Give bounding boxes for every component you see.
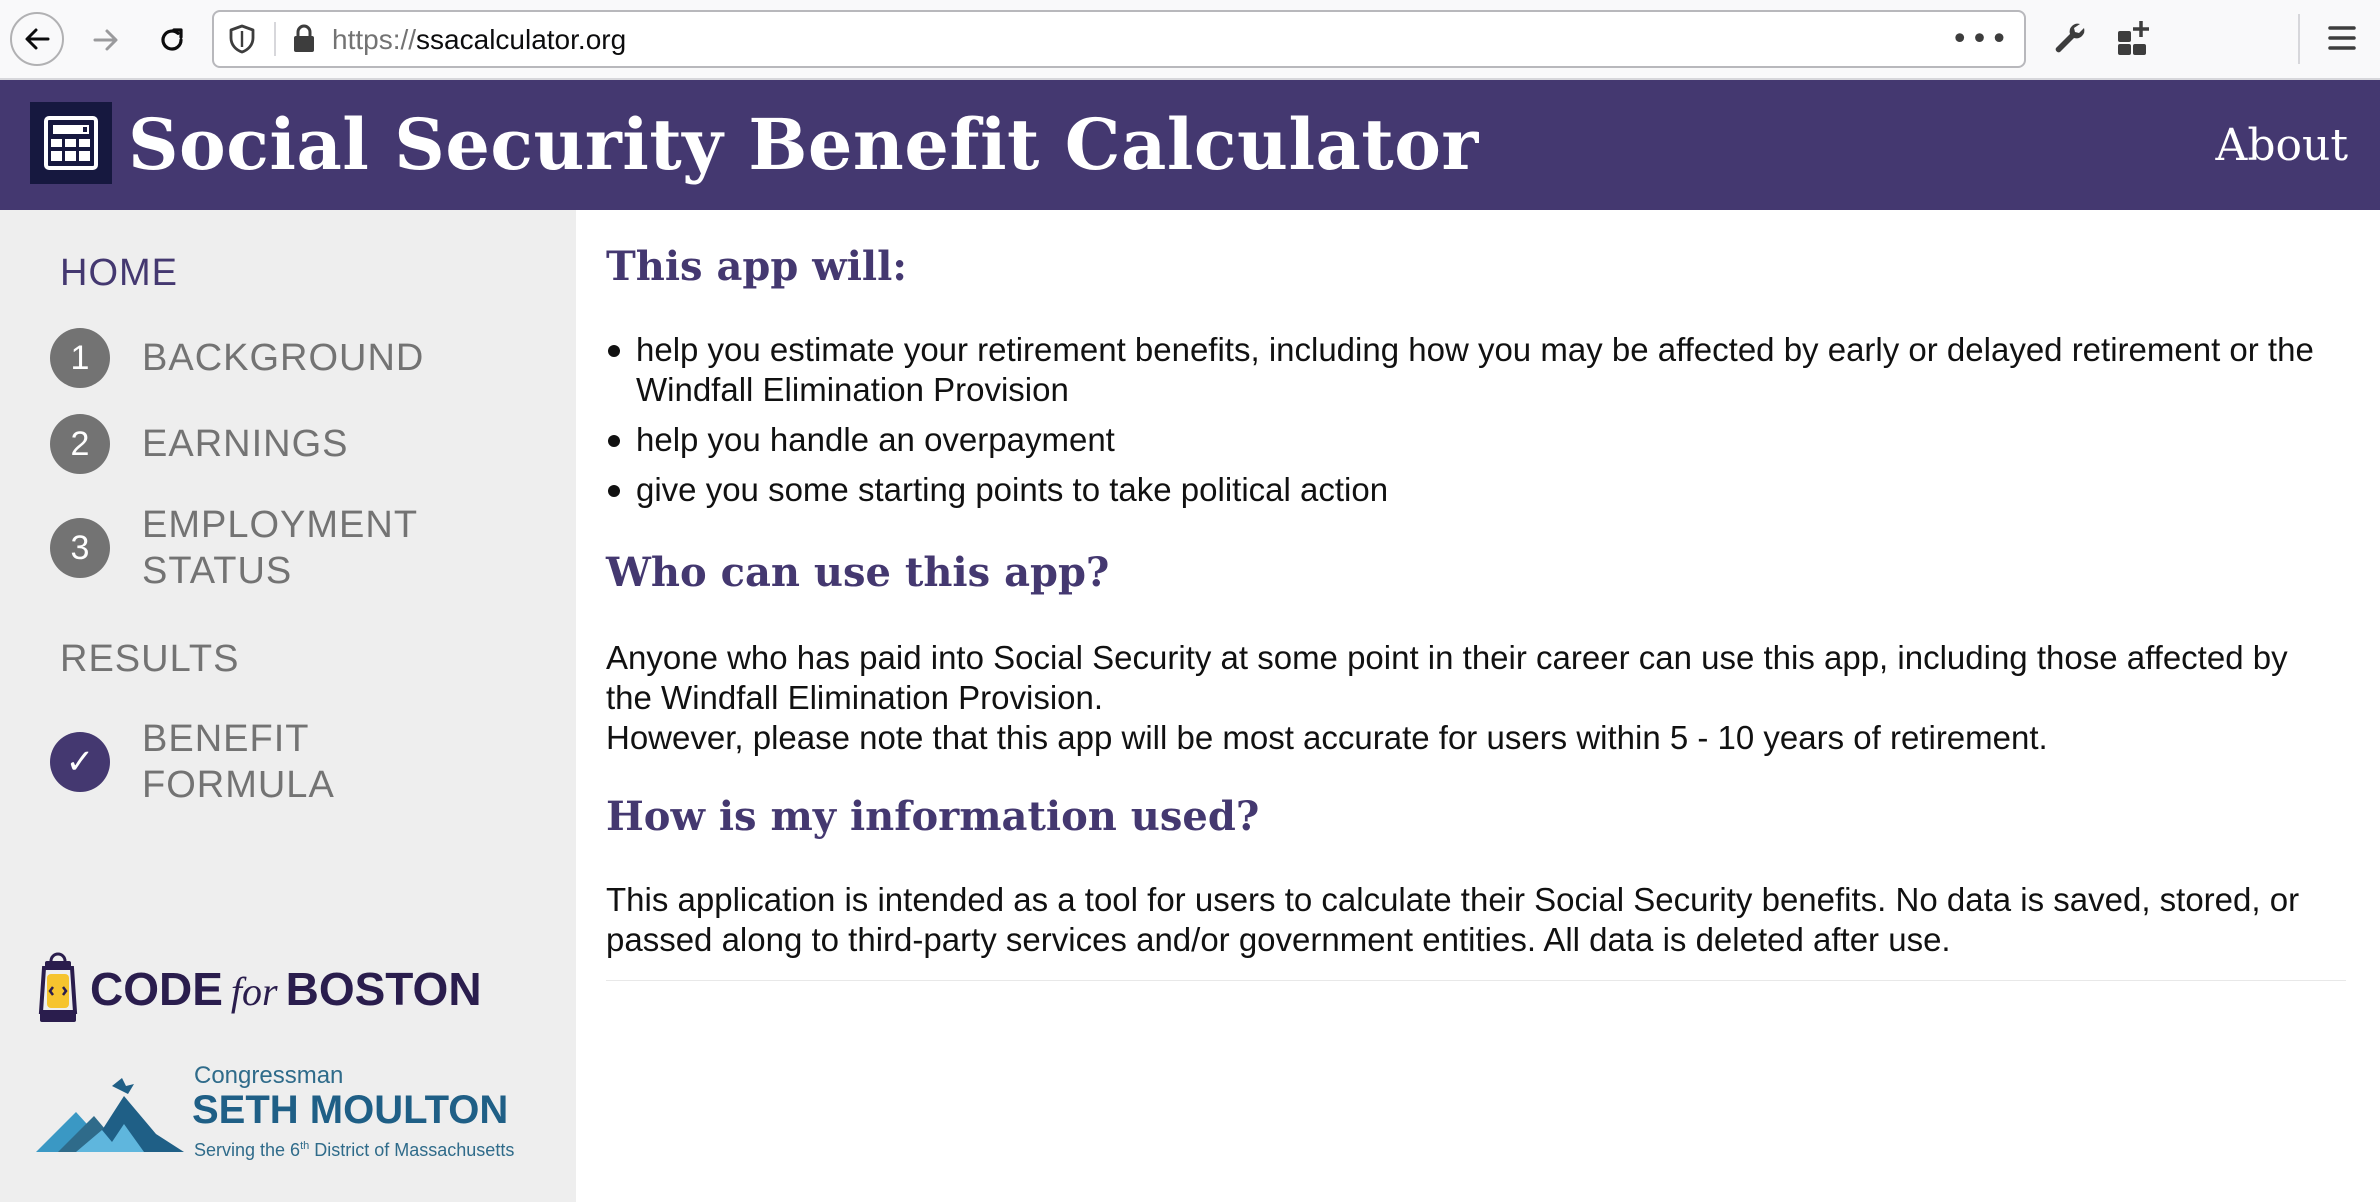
step-label: BENEFIT FORMULA — [142, 718, 335, 806]
url-host: ssacalculator.org — [416, 24, 627, 55]
arrow-right-icon — [91, 25, 121, 55]
page-actions-menu-icon[interactable]: ••• — [1950, 22, 2010, 57]
checkmark-icon: ✓ — [50, 732, 110, 792]
extensions-grid-icon[interactable] — [2115, 18, 2155, 62]
list-item: help you handle an overpayment — [606, 420, 2326, 460]
who-can-use-paragraph — [606, 638, 2326, 758]
code-for-boston-wordmark — [90, 962, 482, 1016]
cfb-code: CODE — [90, 963, 223, 1015]
feature-list — [606, 330, 2326, 520]
content-divider — [606, 980, 2346, 981]
serving-pre: Serving the 6 — [194, 1140, 301, 1160]
hamburger-menu-icon[interactable] — [2324, 18, 2360, 62]
sidebar-step-background[interactable] — [50, 328, 502, 388]
serving-post: District of Massachusetts — [309, 1140, 515, 1160]
congressman-label: Congressman — [194, 1062, 344, 1089]
who-text-2: However, please note that this app will be most accurate for users within 5 - 10 years of retirement. — [606, 719, 2048, 756]
step-number-badge: 3 — [50, 518, 110, 578]
step-number-badge: 2 — [50, 414, 110, 474]
step-number-badge: 1 — [50, 328, 110, 388]
sidebar-results-heading: RESULTS — [60, 638, 240, 680]
sidebar-step-benefit-formula[interactable] — [50, 716, 502, 808]
serving-sup: th — [300, 1140, 310, 1152]
wrench-icon[interactable] — [2050, 18, 2090, 62]
step-label: BACKGROUND — [142, 337, 425, 379]
eagle-mountain-emblem-icon — [36, 1072, 186, 1172]
tracking-protection-shield-icon[interactable] — [228, 24, 256, 58]
who-text-1: Anyone who has paid into Social Security at some point in their career can use this app, including those affected by the Windfall Elimination Provision. — [606, 639, 2288, 716]
sidebar-step-earnings[interactable] — [50, 414, 502, 474]
calculator-logo-icon[interactable] — [30, 102, 112, 184]
lantern-icon — [36, 952, 80, 1026]
seth-moulton-name: SETH MOULTON — [192, 1088, 509, 1132]
back-button[interactable] — [10, 12, 64, 66]
code-for-boston-logo[interactable] — [36, 952, 482, 1026]
heading-information-used: How is my information used? — [606, 793, 1260, 840]
sidebar — [0, 210, 576, 1202]
arrow-left-icon — [22, 24, 52, 54]
heading-this-app-will: This app will: — [606, 243, 908, 290]
about-link[interactable]: About — [2215, 120, 2348, 171]
list-item: help you estimate your retirement benefits, including how you may be affected by early or delayed retirement or the Windfall Elimination Provision — [606, 330, 2326, 410]
heading-who-can-use: Who can use this app? — [606, 549, 1110, 596]
url-text[interactable] — [332, 24, 626, 56]
main-content — [576, 210, 2380, 1202]
browser-toolbar — [0, 0, 2380, 80]
reload-icon — [156, 24, 188, 56]
list-item: give you some starting points to take political action — [606, 470, 2326, 510]
app-header — [0, 80, 2380, 210]
app-title: Social Security Benefit Calculator — [128, 103, 1479, 186]
reload-button[interactable] — [144, 12, 200, 68]
toolbar-separator — [2298, 14, 2300, 64]
url-divider — [274, 22, 276, 56]
step-label: EMPLOYMENT STATUS — [142, 504, 418, 592]
district-tagline — [194, 1140, 514, 1161]
url-protocol: https:// — [332, 24, 417, 55]
sidebar-step-employment-status[interactable] — [50, 502, 502, 594]
step-label: EARNINGS — [142, 423, 349, 465]
forward-button[interactable] — [78, 12, 134, 68]
lock-icon[interactable] — [292, 24, 316, 58]
sidebar-home-link[interactable]: HOME — [60, 252, 178, 294]
cfb-boston: BOSTON — [285, 963, 482, 1015]
address-bar[interactable] — [212, 10, 2026, 68]
cfb-for: for — [230, 969, 278, 1014]
information-used-paragraph: This application is intended as a tool for users to calculate their Social Security benefits. No data is saved, stored, or passed along to third-party services and/or government entities. All data is deleted after use. — [606, 881, 2300, 958]
